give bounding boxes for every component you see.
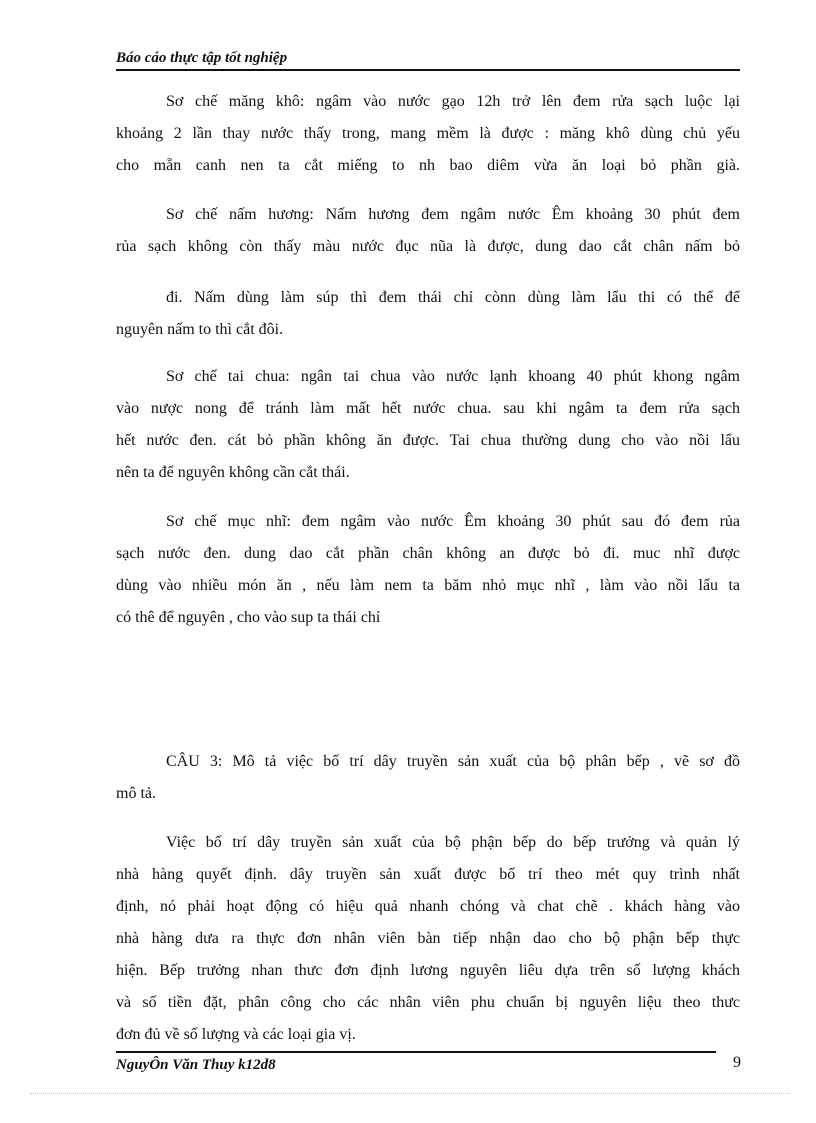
page-number: 9 bbox=[733, 1054, 741, 1071]
paragraph-nam-huong-continued bbox=[116, 282, 740, 346]
paragraph-bo-tri-bep bbox=[116, 827, 740, 1051]
text-line: sạch nước đen. dung dao cắt phần chân không an được bỏ đi. muc nhĩ được bbox=[116, 545, 740, 562]
page-bottom-dotted-border bbox=[30, 1093, 790, 1094]
text-line: cho mẵn canh nen ta cắt miếng to nh bao diêm vừa ăn loại bỏ phần già. bbox=[116, 157, 740, 174]
text-line: nguyên nấm to thì cắt đôi. bbox=[116, 321, 284, 338]
paragraph-muc-nhi bbox=[116, 506, 740, 634]
text-line: nhà hàng quyết định. dây truyền sản xuất được bố trí theo mét quy trình nhất bbox=[116, 866, 740, 883]
text-line: đơn đủ về số lượng và các loại gia vị. bbox=[116, 1026, 356, 1043]
text-line: Sơ chế măng khô: ngâm vào nước gạo 12h trở lên đem rửa sạch luộc lại bbox=[166, 93, 740, 110]
text-line: và số tiền đặt, phân công cho các nhân viên phu chuẩn bị nguyên liệu theo thưc bbox=[116, 994, 740, 1011]
text-line: hiện. Bếp trưởng nhan thưc đơn định lương nguyên liêu dựa trên số lượng khách bbox=[116, 962, 740, 979]
paragraph-mang-kho bbox=[116, 86, 740, 182]
text-line: dùng vào nhiều món ăn , nếu làm nem ta băm nhỏ mục nhĩ , làm vào nồi lẩu ta bbox=[116, 577, 740, 594]
text-line: có thê để nguyên , cho vào sup ta thái chỉ bbox=[116, 609, 381, 626]
text-line: nhà hàng dưa ra thực đơn nhân viên bàn tiếp nhận dao cho bộ phận bếp thực bbox=[116, 930, 740, 947]
footer-divider bbox=[116, 1051, 716, 1053]
text-line: mô tả. bbox=[116, 785, 156, 802]
footer-author: NguyÔn Văn Thuy k12d8 bbox=[116, 1057, 276, 1073]
paragraph-tai-chua bbox=[116, 361, 740, 489]
text-line: định, nó phải hoạt động có hiệu quả nhanh chóng và chat chẽ . khách hàng vào bbox=[116, 898, 740, 915]
text-line: Việc bố trí dây truyền sản xuất của bộ phận bếp do bếp trưởng và quản lý bbox=[166, 834, 740, 851]
text-line: Sơ chế nấm hương: Nấm hương đem ngâm nước Êm khoảng 30 phút đem bbox=[166, 206, 740, 223]
header-divider bbox=[116, 69, 740, 71]
paragraph-nam-huong bbox=[116, 199, 740, 263]
text-line: vào nược nong để tránh làm mất hết nước chua. sau khi ngâm ta đem rửa sạch bbox=[116, 400, 740, 417]
text-line: đi. Nấm dùng làm súp thì đem thái chỉ cònn dùng làm lẩu thi có thể để bbox=[166, 289, 740, 306]
text-line: hết nước đen. cát bỏ phần không ăn được. Tai chua thường dung cho vào nồi lẩu bbox=[116, 432, 740, 449]
text-line: Sơ chế tai chua: ngân tai chua vào nước lạnh khoang 40 phút khong ngâm bbox=[166, 368, 740, 385]
text-line: Sơ chế mục nhĩ: đem ngâm vào nước Êm khoảng 30 phút sau đó đem rủa bbox=[166, 513, 740, 530]
text-line: CÂU 3: Mô tả việc bố trí dây truyền sản xuất của bộ phân bếp , vẽ sơ đồ bbox=[166, 753, 740, 770]
text-line: nên ta để nguyên không cần cắt thái. bbox=[116, 464, 350, 481]
page-header-title: Báo cáo thực tập tốt nghiệp bbox=[116, 50, 288, 66]
question-heading bbox=[116, 746, 740, 810]
text-line: khoảng 2 lần thay nước thấy trong, mang mềm là được : măng khô dùng chủ yếu bbox=[116, 125, 740, 142]
text-line: rủa sạch không còn thấy màu nước đục nũa là được, dung dao cắt chân nấm bỏ bbox=[116, 238, 740, 255]
